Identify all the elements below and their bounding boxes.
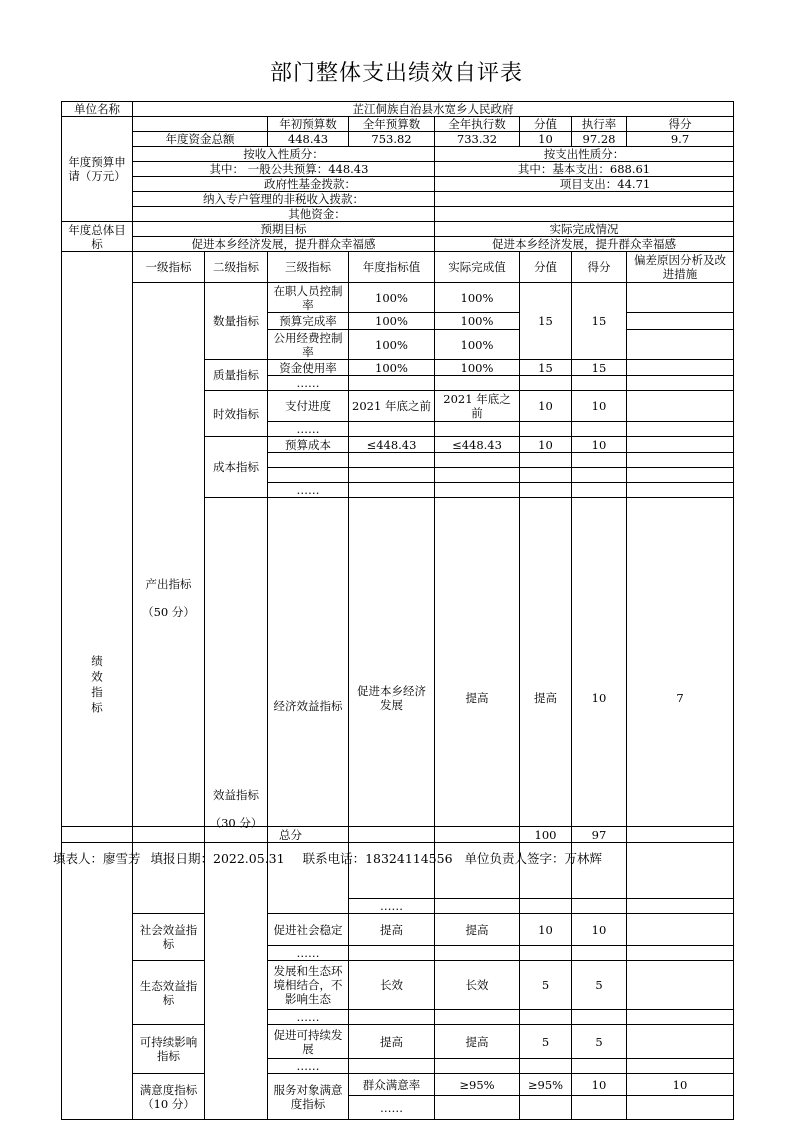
score-value: 10: [520, 437, 572, 453]
actual-value: 提高: [435, 1025, 520, 1059]
budget-total-row: [62, 132, 734, 147]
other-funds: 其他资金：: [133, 207, 435, 222]
indicator-name: 支付进度: [268, 391, 349, 422]
target-value: 100%: [349, 330, 435, 360]
sus-label: 可持续影响指标: [133, 1025, 205, 1074]
got-value: 15: [572, 360, 627, 376]
budget-header: 年初预算数: [268, 117, 349, 132]
total-row: [62, 827, 734, 843]
perf-header: 分值: [520, 252, 572, 283]
target-value: 提高: [349, 914, 435, 946]
got-value: 15: [572, 283, 627, 360]
actual-value: 100%: [435, 360, 520, 376]
budget-header: 分值: [520, 117, 572, 132]
general-budget: 其中： 一般公共预算：448.43: [133, 162, 435, 177]
perf-header: 偏差原因分析及改进措施: [627, 252, 734, 283]
score-value: 10: [520, 914, 572, 946]
ellipsis: ……: [268, 422, 349, 437]
goals-section-label: 年度总体目标: [62, 222, 133, 252]
target-value: ≤448.43: [349, 437, 435, 453]
actual-value: 2021 年底之前: [435, 391, 520, 422]
quality-label: 质量指标: [205, 360, 268, 391]
indicator-name: 促进本乡经济发展: [349, 498, 435, 899]
quantity-label: 数量指标: [205, 283, 268, 360]
expected-text: 促进本乡经济发展，提升群众幸福感: [133, 237, 435, 252]
target-value: 100%: [349, 313, 435, 330]
got-value: 5: [572, 961, 627, 1010]
budget-value: 733.32: [435, 132, 520, 147]
actual-value: 提高: [520, 498, 572, 899]
by-income-label: 按收入性质分：: [133, 147, 435, 162]
project-expense: 项目支出：44.71: [435, 177, 734, 192]
score-value: 15: [520, 360, 572, 376]
actual-value: 长效: [435, 961, 520, 1010]
target-value: 提高: [349, 1025, 435, 1059]
score-value: 5: [520, 1025, 572, 1059]
perf-header: 三级指标: [268, 252, 349, 283]
time-label: 时效指标: [205, 391, 268, 437]
budget-header: 全年执行数: [435, 117, 520, 132]
ellipsis: ……: [349, 1096, 435, 1120]
footer: [53, 849, 602, 867]
benefit-label: 效益指标 （30 分）: [205, 498, 268, 1120]
perf-header-row: [62, 252, 734, 283]
score-value: 15: [520, 283, 572, 360]
cost-label: 成本指标: [205, 437, 268, 498]
budget-value: 753.82: [349, 132, 435, 147]
indicator-name: 预算成本: [268, 437, 349, 453]
indicator-name: 资金使用率: [268, 360, 349, 376]
target-value: 100%: [349, 283, 435, 313]
by-expense-label: 按支出性质分：: [435, 147, 734, 162]
target-value: 100%: [349, 360, 435, 376]
target-value: ≥95%: [435, 1074, 520, 1096]
actual-value: 100%: [435, 283, 520, 313]
page-title: 部门整体支出绩效自评表: [269, 61, 523, 86]
indicator-name: 预算完成率: [268, 313, 349, 330]
output-label: 产出指标 （50 分）: [133, 283, 205, 914]
sat-label: 满意度指标 （10 分）: [133, 1074, 205, 1120]
expected-label: 预期目标: [133, 222, 435, 237]
unit-row: [62, 102, 734, 117]
got-value: 10: [627, 1074, 734, 1096]
target-value: 提高: [435, 498, 520, 899]
basic-expense: 其中：基本支出：688.61: [435, 162, 734, 177]
indicator-name: 在职人员控制率: [268, 283, 349, 313]
gov-fund: 政府性基金拨款：: [133, 177, 435, 192]
indicator-name: 发展和生态环境相结合，不影响生态: [268, 961, 349, 1010]
perf-header: 实际完成值: [435, 252, 520, 283]
indicator-name: 促进可持续发展: [268, 1025, 349, 1059]
ellipsis: ……: [268, 1059, 349, 1074]
budget-total-label: 年度资金总额: [133, 132, 268, 147]
perf-header: 一级指标: [133, 252, 205, 283]
got-value: 10: [572, 914, 627, 946]
budget-value: 448.43: [268, 132, 349, 147]
actual-label: 实际完成情况: [435, 222, 734, 237]
econ-label: 经济效益指标: [268, 498, 349, 914]
non-tax: 纳入专户管理的非税收入拨款：: [133, 192, 435, 207]
total-got: 97: [572, 827, 627, 843]
performance-table: [61, 101, 734, 1120]
ellipsis: ……: [268, 376, 349, 391]
perf-header: 二级指标: [205, 252, 268, 283]
signer: 单位负责人签字：万林辉: [464, 851, 603, 866]
got-value: 10: [572, 437, 627, 453]
ellipsis: ……: [268, 483, 349, 498]
total-score: 100: [520, 827, 572, 843]
score-value: 5: [520, 961, 572, 1010]
ellipsis: ……: [268, 946, 349, 961]
fill-date: 填报日期：2022.05.31: [150, 851, 285, 866]
unit-name: 芷江侗族自治县水宽乡人民政府: [133, 102, 734, 117]
actual-value: 100%: [435, 330, 520, 360]
actual-value: ≤448.43: [435, 437, 520, 453]
unit-label: 单位名称: [62, 102, 133, 117]
eco-label: 生态效益指标: [133, 961, 205, 1025]
social-label: 社会效益指标: [133, 914, 205, 961]
sat-sub-label: 服务对象满意度指标: [268, 1074, 349, 1120]
perf-header: 年度指标值: [349, 252, 435, 283]
perf-section-label: 绩效指标: [62, 252, 133, 1120]
indicator-name: 促进社会稳定: [268, 914, 349, 946]
score-value: 10: [520, 391, 572, 422]
total-label: 总分: [62, 827, 520, 843]
perf-header: 得分: [572, 252, 627, 283]
budget-header: 得分: [627, 117, 734, 132]
phone: 联系电话：18324114556: [302, 851, 453, 866]
indicator-name: 公用经费控制率: [268, 330, 349, 360]
budget-header: 全年预算数: [349, 117, 435, 132]
budget-value: 97.28: [572, 132, 627, 147]
ellipsis: ……: [268, 1010, 349, 1025]
budget-value: 9.7: [627, 132, 734, 147]
indicator-name: 群众满意率: [349, 1074, 435, 1096]
score-value: 10: [572, 1074, 627, 1096]
got-value: 7: [627, 498, 734, 899]
budget-value: 10: [520, 132, 572, 147]
got-value: 10: [572, 391, 627, 422]
score-value: 10: [572, 498, 627, 899]
target-value: 长效: [349, 961, 435, 1010]
budget-section-label: 年度预算申请（万元）: [62, 117, 133, 222]
ellipsis: ……: [349, 899, 435, 914]
got-value: 5: [572, 1025, 627, 1059]
actual-value: 提高: [435, 914, 520, 946]
actual-value: ≥95%: [520, 1074, 572, 1096]
target-value: 2021 年底之前: [349, 391, 435, 422]
budget-header-row: [62, 117, 734, 132]
filler: 填表人：廖雪芳: [53, 851, 141, 866]
actual-value: 100%: [435, 313, 520, 330]
budget-header: 执行率: [572, 117, 627, 132]
actual-text: 促进本乡经济发展，提升群众幸福感: [435, 237, 734, 252]
total-table: [61, 826, 734, 843]
